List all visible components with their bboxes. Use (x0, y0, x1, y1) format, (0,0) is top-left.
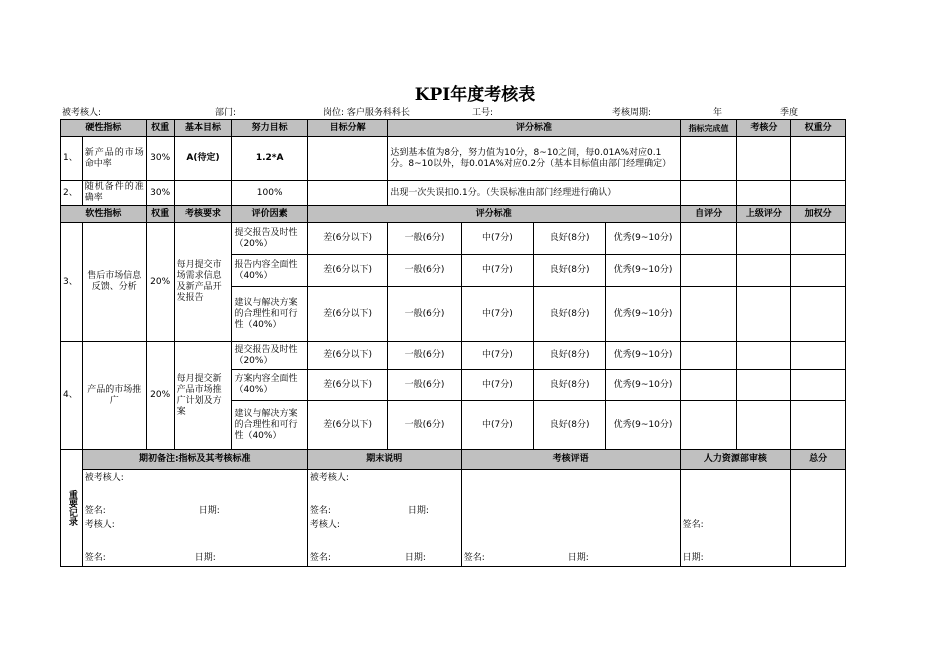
row-no: 4、 (61, 342, 83, 450)
level-excellent: 优秀(9~10分) (606, 255, 680, 287)
factor-text: 提交报告及时性（20%） (232, 223, 307, 255)
level-medium: 中(7分) (461, 287, 533, 342)
hdr-requirement: 考核要求 (174, 206, 232, 223)
level-excellent: 优秀(9~10分) (606, 223, 680, 255)
job-no-label: 工号: (472, 108, 494, 118)
table-row (61, 181, 846, 206)
weighted-score (791, 370, 846, 401)
indicator-name: 随机备件的准确率 (82, 181, 146, 206)
level-medium: 中(7分) (461, 223, 533, 255)
hr-review-cell (680, 470, 791, 567)
assessee-label: 被考核人: (62, 108, 102, 118)
self-score (680, 342, 737, 370)
comments-cell (461, 470, 680, 567)
position-label: 岗位: 客户服务科科长 (323, 108, 410, 118)
weight-value: 30% (146, 181, 174, 206)
weighted-score (791, 401, 846, 450)
level-poor: 差(6分以下) (307, 223, 388, 255)
weighted-score-value (791, 181, 846, 206)
self-score (680, 255, 737, 287)
score-value (737, 181, 791, 206)
requirement-text: 每月提交新产品市场推广计划及方案 (174, 342, 232, 450)
supervisor-score (737, 401, 791, 450)
assessee-label: 被考核人: (309, 473, 349, 483)
hdr-weight: 权重 (146, 206, 174, 223)
target-breakdown (307, 137, 388, 181)
indicator-name: 新产品的市场命中率 (82, 137, 146, 181)
level-medium: 中(7分) (461, 370, 533, 401)
self-score (680, 370, 737, 401)
weighted-score-value (791, 137, 846, 181)
level-medium: 中(7分) (461, 401, 533, 450)
table-row (61, 223, 846, 255)
indicator-name: 产品的市场推广 (82, 342, 146, 450)
date-label: 日期: (682, 553, 704, 563)
level-good: 良好(8分) (534, 255, 606, 287)
date-label: 日期: (567, 553, 589, 563)
level-fair: 一般(6分) (388, 255, 461, 287)
factor-text: 建议与解决方案的合理性和可行性（40%） (232, 287, 307, 342)
weighted-score (791, 342, 846, 370)
level-fair: 一般(6分) (388, 287, 461, 342)
weight-value: 30% (146, 137, 174, 181)
criteria-text: 出现一次失误扣0.1分。（失误标准由部门经理进行确认） (388, 181, 680, 206)
date-label: 日期: (404, 553, 426, 563)
sign-label: 签名: (463, 553, 485, 563)
level-fair: 一般(6分) (388, 401, 461, 450)
weighted-score (791, 287, 846, 342)
hdr-weight: 权重 (146, 120, 174, 137)
hdr-self-score: 自评分 (680, 206, 737, 223)
level-excellent: 优秀(9~10分) (606, 370, 680, 401)
info-bar (0, 105, 950, 117)
kpi-table (60, 119, 846, 567)
hdr-total: 总分 (791, 450, 846, 470)
supervisor-score (737, 255, 791, 287)
assessor-label: 考核人: (84, 520, 115, 530)
level-excellent: 优秀(9~10分) (606, 401, 680, 450)
date-label: 日期: (407, 506, 429, 516)
sign-label: 签名: (309, 506, 331, 516)
hdr-target-breakdown: 目标分解 (307, 120, 388, 137)
level-fair: 一般(6分) (388, 342, 461, 370)
hdr-basic-target: 基本目标 (174, 120, 232, 137)
weight-value: 20% (146, 342, 174, 450)
total-score-cell (791, 470, 846, 567)
self-score (680, 287, 737, 342)
target-breakdown (307, 181, 388, 206)
level-medium: 中(7分) (461, 255, 533, 287)
hdr-effort-target: 努力目标 (232, 120, 307, 137)
hdr-supervisor-score: 上级评分 (737, 206, 791, 223)
hard-header-row (61, 120, 846, 137)
level-good: 良好(8分) (534, 287, 606, 342)
factor-text: 提交报告及时性（20%） (232, 342, 307, 370)
hdr-soft-indicator: 软性指标 (61, 206, 147, 223)
sign-label: 签名: (84, 506, 106, 516)
table-row (61, 342, 846, 370)
hdr-criteria: 评分标准 (388, 120, 680, 137)
records-header-row (61, 450, 846, 470)
self-score (680, 223, 737, 255)
row-no: 3、 (61, 223, 83, 342)
hdr-criteria: 评分标准 (307, 206, 680, 223)
level-good: 良好(8分) (534, 370, 606, 401)
hdr-weighted-score: 加权分 (791, 206, 846, 223)
level-poor: 差(6分以下) (307, 401, 388, 450)
hdr-hard-indicator: 硬性指标 (61, 120, 147, 137)
hdr-initial-notes: 期初备注:指标及其考核标准 (82, 450, 307, 470)
date-label: 日期: (194, 553, 216, 563)
hdr-final-notes: 期末说明 (307, 450, 461, 470)
initial-notes-cell (82, 470, 307, 567)
factor-text: 建议与解决方案的合理性和可行性（40%） (232, 401, 307, 450)
hdr-completion: 指标完成值 (680, 120, 737, 137)
sign-label: 签名: (309, 553, 331, 563)
supervisor-score (737, 370, 791, 401)
hdr-score: 考核分 (737, 120, 791, 137)
assessee-label: 被考核人: (84, 473, 124, 483)
supervisor-score (737, 223, 791, 255)
records-row (61, 470, 846, 567)
year-label: 年 (713, 108, 723, 118)
completion-value (680, 181, 737, 206)
weighted-score (791, 223, 846, 255)
row-no: 1、 (61, 137, 83, 181)
soft-header-row (61, 206, 846, 223)
effort-target: 1.2*A (232, 137, 307, 181)
row-no: 2、 (61, 181, 83, 206)
records-side-label: 重要记录 (66, 490, 77, 526)
level-good: 良好(8分) (534, 342, 606, 370)
assessor-label: 考核人: (309, 520, 340, 530)
hdr-weighted-score: 权重分 (791, 120, 846, 137)
level-poor: 差(6分以下) (307, 342, 388, 370)
basic-target: A(待定) (174, 137, 232, 181)
effort-target: 100% (232, 181, 307, 206)
level-excellent: 优秀(9~10分) (606, 342, 680, 370)
indicator-name: 售后市场信息反馈、分析 (82, 223, 146, 342)
sign-label: 签名: (84, 553, 106, 563)
weighted-score (791, 255, 846, 287)
period-label: 考核周期: (612, 108, 652, 118)
page-title: KPI年度考核表 (414, 85, 536, 105)
level-fair: 一般(6分) (388, 370, 461, 401)
level-poor: 差(6分以下) (307, 287, 388, 342)
weight-value: 20% (146, 223, 174, 342)
factor-text: 报告内容全面性（40%） (232, 255, 307, 287)
table-row (61, 137, 846, 181)
hdr-hr-review: 人力资源部审核 (680, 450, 791, 470)
level-good: 良好(8分) (534, 401, 606, 450)
level-medium: 中(7分) (461, 342, 533, 370)
level-poor: 差(6分以下) (307, 255, 388, 287)
level-fair: 一般(6分) (388, 223, 461, 255)
supervisor-score (737, 287, 791, 342)
completion-value (680, 137, 737, 181)
level-poor: 差(6分以下) (307, 370, 388, 401)
hdr-comments: 考核评语 (461, 450, 680, 470)
level-excellent: 优秀(9~10分) (606, 287, 680, 342)
criteria-text: 达到基本值为8分，努力值为10分，8~10之间，每0.01A%对应0.1分。8~10以外，每0.01A%对应0.2分（基本目标值由部门经理确定） (388, 137, 680, 181)
requirement-text: 每月提交市场需求信息及新产品开发报告 (174, 223, 232, 342)
level-good: 良好(8分) (534, 223, 606, 255)
hdr-factor: 评价因素 (232, 206, 307, 223)
self-score (680, 401, 737, 450)
dept-label: 部门: (215, 108, 237, 118)
date-label: 日期: (198, 506, 220, 516)
factor-text: 方案内容全面性（40%） (232, 370, 307, 401)
supervisor-score (737, 342, 791, 370)
records-side-cell (61, 450, 83, 567)
quarter-label: 季度 (780, 108, 799, 118)
basic-target (174, 181, 232, 206)
score-value (737, 137, 791, 181)
final-notes-cell (307, 470, 461, 567)
sign-label: 签名: (682, 520, 704, 530)
